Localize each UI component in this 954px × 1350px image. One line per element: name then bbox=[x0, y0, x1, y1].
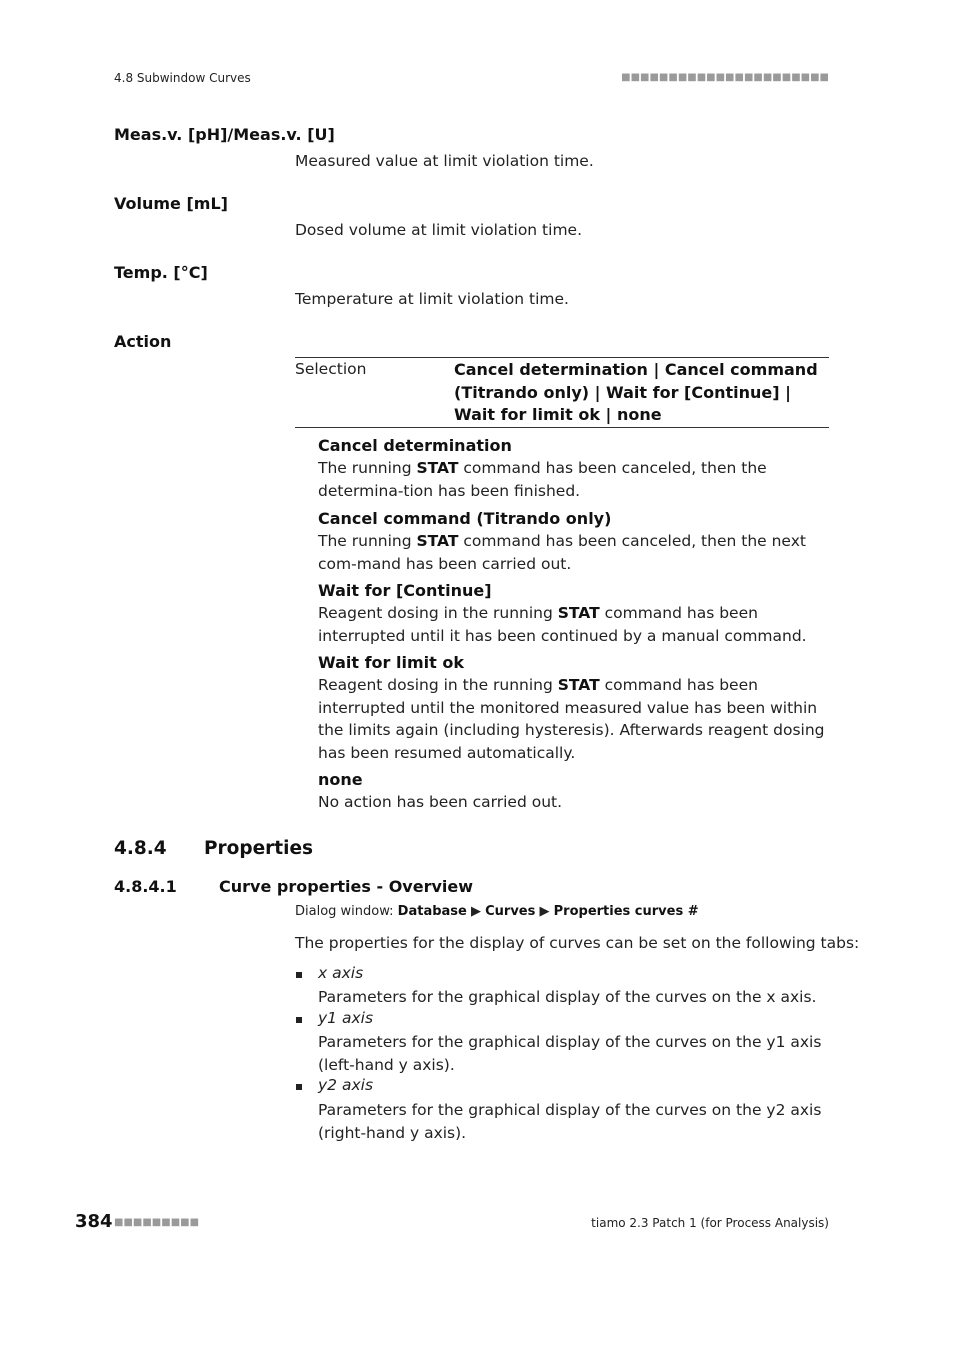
param-desc-temp: Temperature at limit violation time. bbox=[295, 290, 569, 308]
section-number-4841: 4.8.4.1 bbox=[114, 877, 177, 896]
option-desc: Reagent dosing in the running STAT command has been interrupted until it has been continued by a manual command. bbox=[318, 604, 807, 645]
tab-name-y1-axis: y1 axis bbox=[318, 1009, 374, 1027]
param-desc-volume: Dosed volume at limit violation time. bbox=[295, 221, 582, 239]
option-desc: The running STAT command has been canceled, then the determina-tion has been finished. bbox=[318, 459, 767, 500]
dialog-path-1: Database bbox=[397, 904, 467, 919]
selection-value: Cancel determination | Cancel command (Titrando only) | Wait for [Continue] | Wait for limit ok | none bbox=[454, 360, 818, 424]
bullet-icon bbox=[296, 1084, 302, 1090]
footer-product: tiamo 2.3 Patch 1 (for Process Analysis) bbox=[591, 1216, 829, 1230]
dialog-path-3: Properties curves # bbox=[553, 904, 699, 919]
option-desc: Reagent dosing in the running STAT command has been interrupted until the monitored measured value has been within the limits again (including hysteresis). Afterwards reagent dosing has been resumed automatically. bbox=[318, 676, 825, 762]
option-title: Wait for [Continue] bbox=[318, 581, 492, 600]
option-title: Cancel command (Titrando only) bbox=[318, 509, 612, 528]
option-wait-for-limit-ok bbox=[318, 652, 829, 764]
option-title: Wait for limit ok bbox=[318, 653, 464, 672]
selection-table bbox=[295, 357, 829, 428]
running-header-section: 4.8 Subwindow Curves bbox=[114, 71, 251, 85]
section-number-484: 4.8.4 bbox=[114, 838, 167, 859]
bullet-icon bbox=[296, 1017, 302, 1023]
tab-name-x-axis: x axis bbox=[318, 964, 364, 982]
option-wait-for-continue bbox=[318, 580, 829, 647]
param-term-action: Action bbox=[114, 332, 172, 351]
intro-paragraph: The properties for the display of curves can be set on the following tabs: bbox=[295, 934, 860, 952]
option-title: Cancel determination bbox=[318, 436, 512, 455]
section-title-484: Properties bbox=[204, 838, 314, 859]
param-term-volume: Volume [mL] bbox=[114, 194, 228, 213]
tab-desc-y1-axis: Parameters for the graphical display of the curves on the y1 axis (left-hand y axis). bbox=[318, 1033, 822, 1074]
page-number: 384 bbox=[75, 1211, 113, 1232]
tab-name-y2-axis: y2 axis bbox=[318, 1076, 374, 1094]
option-none bbox=[318, 769, 829, 814]
option-title: none bbox=[318, 770, 363, 789]
param-term-meas-value: Meas.v. [pH]/Meas.v. [U] bbox=[114, 125, 335, 144]
param-desc-meas-value: Measured value at limit violation time. bbox=[295, 152, 594, 170]
dialog-path-2: Curves bbox=[485, 904, 536, 919]
option-desc: The running STAT command has been canceled, then the next com-mand has been carried out. bbox=[318, 532, 806, 573]
footer-dots: ■■■■■■■■■ bbox=[114, 1217, 200, 1228]
dialog-label: Dialog window: bbox=[295, 904, 398, 919]
tab-desc-x-axis: Parameters for the graphical display of the curves on the x axis. bbox=[318, 988, 817, 1006]
option-cancel-determination bbox=[318, 435, 829, 502]
selection-label: Selection bbox=[295, 360, 367, 378]
option-cancel-command bbox=[318, 508, 829, 575]
tab-desc-y2-axis: Parameters for the graphical display of the curves on the y2 axis (right-hand y axis). bbox=[318, 1101, 822, 1142]
dialog-window-path: Dialog window: Database ▶ Curves ▶ Properties curves # bbox=[295, 904, 699, 919]
running-header-dots: ■■■■■■■■■■■■■■■■■■■■■■ bbox=[621, 72, 829, 83]
option-desc: No action has been carried out. bbox=[318, 793, 563, 811]
section-title-4841: Curve properties - Overview bbox=[219, 877, 474, 896]
param-term-temp: Temp. [°C] bbox=[114, 263, 208, 282]
bullet-icon bbox=[296, 972, 302, 978]
